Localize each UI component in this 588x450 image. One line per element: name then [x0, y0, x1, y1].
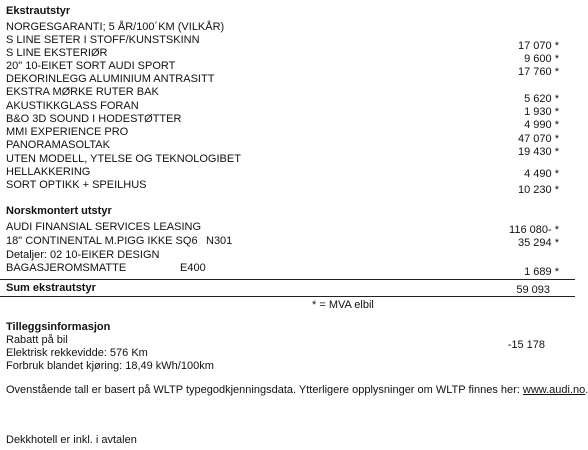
extras-item-amount: 47 070 * — [518, 133, 559, 145]
footer-note: Dekkhotell er inkl. i avtalen — [6, 434, 137, 446]
extras-heading: Ekstrautstyr — [6, 5, 71, 17]
sum-bottom-rule — [0, 296, 575, 297]
discount-amount: -15 178 — [507, 339, 545, 351]
extras-item-label: EKSTRA MØRKE RUTER BAK — [6, 86, 159, 98]
extras-item-label: PANORAMASOLTAK — [6, 139, 110, 151]
sum-top-rule — [0, 279, 575, 280]
range-text: Elektrisk rekkevidde: 576 Km — [6, 347, 148, 359]
norwegian-item-amount: 116 080- * — [509, 224, 559, 236]
extras-item-label: S LINE SETER I STOFF/KUNSTSKINN — [6, 34, 200, 46]
norwegian-heading: Norskmontert utstyr — [6, 205, 112, 217]
discount-label: Rabatt på bil — [6, 334, 68, 346]
norwegian-item-code: E400 — [180, 262, 206, 274]
extras-item-amount: 1 930 * — [524, 106, 559, 118]
norwegian-item-label: AUDI FINANSIAL SERVICES LEASING — [6, 221, 202, 233]
extras-item-amount: 17 070 * — [518, 40, 559, 52]
vat-note: * = MVA elbil — [312, 299, 374, 311]
norwegian-item-amount: 1 689 * — [524, 266, 559, 278]
extras-item-label: S LINE EKSTERIØR — [6, 47, 108, 59]
extras-item-amount: 4 490 * — [524, 168, 559, 180]
consumption-text: Forbruk blandet kjøring: 18,49 kWh/100km — [6, 360, 214, 372]
extras-item-label: NORGESGARANTI; 5 ÅR/100´KM (VILKÅR) — [6, 21, 225, 33]
norwegian-item-label: BAGASJEROMSMATTE — [6, 262, 127, 274]
extras-item-label: DEKORINLEGG ALUMINIUM ANTRASITT — [6, 73, 215, 85]
extras-item-amount: 5 620 * — [524, 93, 559, 105]
extras-item-amount: 4 990 * — [524, 119, 559, 131]
sum-label: Sum ekstrautstyr — [6, 282, 96, 294]
extras-item-label: AKUSTIKKGLASS FORAN — [6, 100, 139, 112]
norwegian-item-code: N301 — [206, 235, 233, 247]
additional-heading: Tilleggsinformasjon — [6, 321, 111, 333]
wltp-sentence: Ovenstående tall er basert på WLTP typegodkjenningsdata. Ytterligere opplysninger om WLTP finnes her: — [6, 384, 523, 396]
extras-item-amount: 17 760 * — [518, 66, 559, 78]
extras-item-label: SORT OPTIKK + SPEILHUS — [6, 179, 147, 191]
extras-item-amount: 9 600 * — [524, 53, 559, 65]
extras-item-amount: 19 430 * — [518, 146, 559, 158]
audi-link[interactable]: www.audi.no — [522, 384, 586, 396]
norwegian-item-label: 18" CONTINENTAL M.PIGG IKKE SQ6 — [6, 235, 198, 247]
extras-item-label: HELLAKKERING — [6, 166, 91, 178]
norwegian-item-amount: 35 294 * — [518, 237, 559, 249]
extras-item-amount: 10 230 * — [518, 184, 559, 196]
norwegian-item-label: Detaljer: 02 10-EIKER DESIGN — [6, 249, 160, 261]
wltp-text — [6, 384, 588, 396]
extras-item-label: MMI EXPERIENCE PRO — [6, 126, 129, 138]
extras-item-label: 20" 10-EIKET SORT AUDI SPORT — [6, 60, 176, 72]
extras-item-label: B&O 3D SOUND I HODESTØTTER — [6, 113, 182, 125]
sum-amount: 59 093 — [516, 284, 550, 296]
extras-item-label: UTEN MODELL, YTELSE OG TEKNOLOGIBET — [6, 153, 241, 165]
